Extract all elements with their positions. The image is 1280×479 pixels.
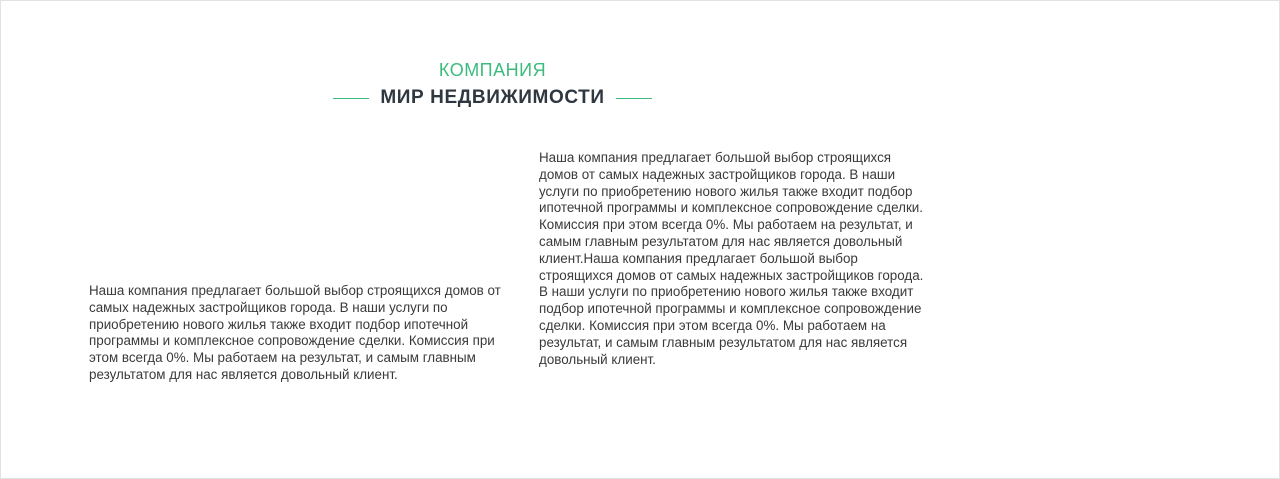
section-title-row [329,85,656,111]
company-description-left: Наша компания предлагает большой выбор строящихся домов от самых надежных застройщиков города. В наши услуги по приобретению нового жилья также входит подбор ипотечной программы и комплексное сопровождение сделки. Комиссия при этом всегда 0%. Мы работаем на результат, и самым главным результатом для нас является довольный клиент. [89,283,501,382]
company-description-right: Наша компания предлагает большой выбор строящихся домов от самых надежных застройщиков города. В наши услуги по приобретению нового жилья также входит подбор ипотечной программы и комплексное сопровождение сделки. Комиссия при этом всегда 0%. Мы работаем на результат, и самым главным результатом для нас является довольный клиент.Наша компания предлагает большой выбор строящихся домов от самых надежных застройщиков города. В наши услуги по приобретению нового жилья также входит подбор ипотечной программы и комплексное сопровождение сделки. Комиссия при этом всегда 0%. Мы работаем на результат, и самым главным результатом для нас является довольный клиент. [539,150,924,367]
section-heading [329,59,656,111]
section-title: МИР НЕДВИЖИМОСТИ [380,87,605,108]
title-right-rule [616,98,652,99]
section-kicker: КОМПАНИЯ [438,60,547,80]
title-left-rule [333,98,369,99]
